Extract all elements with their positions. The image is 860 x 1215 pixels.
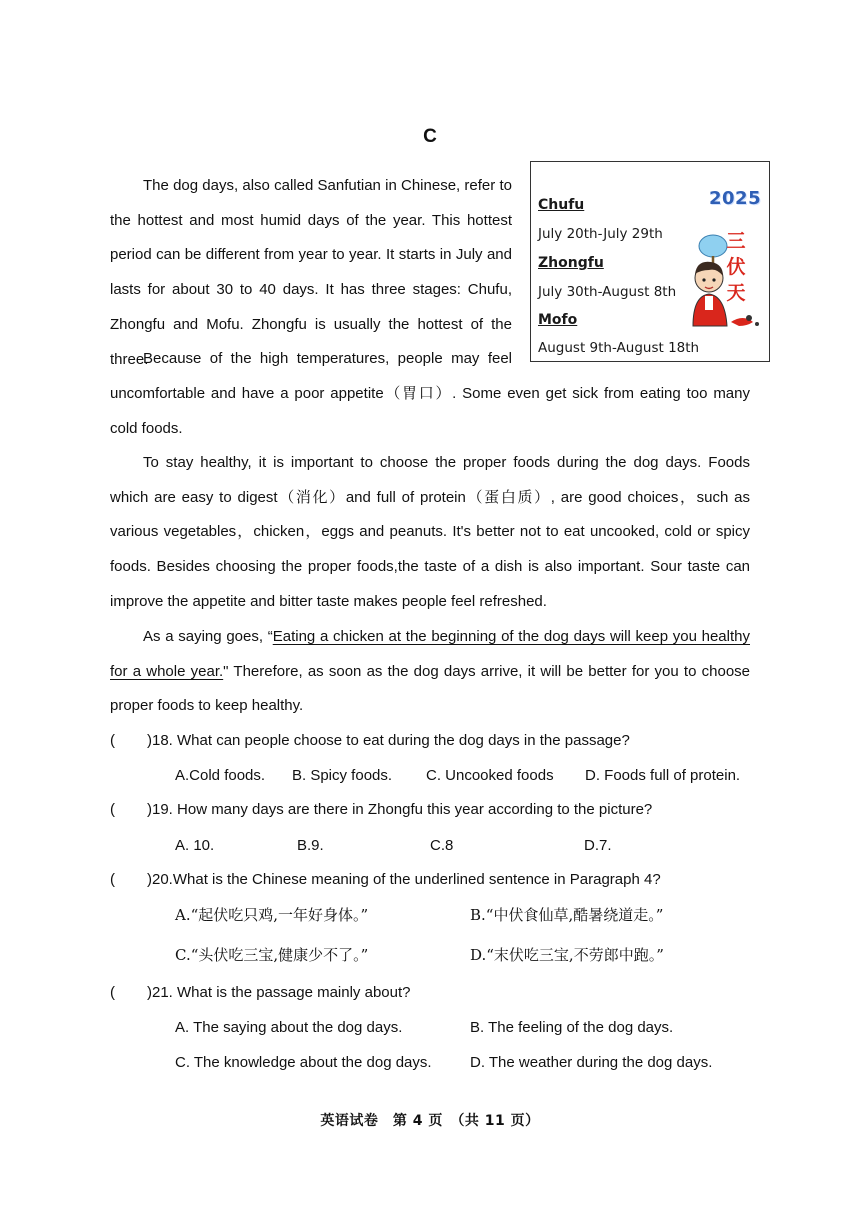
sanfu-char-2: 伏	[726, 256, 746, 278]
answer-blank[interactable]: (	[110, 801, 115, 818]
question-text: )18. What can people choose to eat during the dog days in the passage?	[147, 732, 630, 749]
stage-name-mofo: Mofo	[538, 312, 578, 328]
stage-dates-zhongfu: July 30th-August 8th	[538, 284, 677, 300]
option-c: C.“头伏吃三宝,健康少不了。”	[175, 946, 369, 964]
answer-blank[interactable]: (	[110, 732, 115, 749]
paragraph-4-lead: As a saying goes, “	[143, 628, 273, 645]
option-a: A.Cold foods.	[175, 767, 266, 784]
year-label: 2025	[709, 188, 762, 209]
answer-blank[interactable]: (	[110, 984, 115, 1001]
paragraph-2-rest: uncomfortable and have a poor appetite（胃口）. Some even get sick from eating too many cold foods.	[110, 385, 750, 437]
option-d: D. The weather during the dog days.	[470, 1054, 713, 1071]
option-a: A. The saying about the dog days.	[175, 1019, 403, 1036]
paragraph-3-text: To stay healthy, it is important to choose the proper foods during the dog days. Foods which are easy to digest（消化）and full of protein（蛋白质）, are good choices，such as various vegetables，chicken，eggs and peanuts. It's better not to eat uncooked, cold or spicy foods. Besides choosing the proper foods,the taste of a dish is also important. Sour taste can improve the appetite and bitter taste makes people feel refreshed.	[110, 454, 750, 610]
section-letter: C	[423, 126, 437, 147]
option-a: A.“起伏吃只鸡,一年好身体。”	[175, 906, 369, 924]
sanfu-calendar-box	[530, 161, 770, 362]
stage-name-chufu: Chufu	[538, 197, 585, 213]
paragraph-4-tail: " Therefore, as soon as the dog days arrive, it will be better for you to choose proper foods to keep healthy.	[110, 662, 751, 715]
question-text: )20.What is the Chinese meaning of the underlined sentence in Paragraph 4?	[147, 871, 661, 888]
underlined-sentence: Eating a chicken at the beginning of the dog days will keep you healthy for a whole year.	[110, 628, 750, 680]
question-text: )21. What is the passage mainly about?	[147, 984, 411, 1001]
option-d: D.7.	[584, 837, 612, 854]
option-c: C. The knowledge about the dog days.	[175, 1054, 432, 1071]
paragraph-2-line-1	[110, 342, 512, 377]
option-a: A. 10.	[175, 837, 215, 854]
question-text: )19. How many days are there in Zhongfu this year according to the picture?	[147, 801, 653, 818]
sanfu-char-1: 三	[726, 230, 746, 252]
option-d: D. Foods full of protein.	[585, 767, 741, 784]
stage-dates-mofo: August 9th-August 18th	[538, 340, 700, 356]
option-b: B.9.	[297, 837, 324, 854]
option-c: C.8	[430, 837, 454, 854]
option-b: B. Spicy foods.	[292, 767, 393, 784]
option-b: B. The feeling of the dog days.	[470, 1019, 674, 1036]
page-footer: 英语试卷 第 4 页 （共 11 页）	[320, 1113, 540, 1129]
answer-blank[interactable]: (	[110, 871, 115, 888]
option-d: D.“末伏吃三宝,不劳郎中跑。”	[470, 946, 664, 964]
stage-dates-chufu: July 20th-July 29th	[538, 226, 663, 242]
option-c: C. Uncooked foods	[426, 767, 554, 784]
paragraph-4	[110, 620, 750, 724]
paragraph-1-text: The dog days, also called Sanfutian in Chinese, refer to the hottest and most humid days of the year. This hottest period can be different from year to year. It starts in July and lasts for about 30 to 40 days. It has three stages: Chufu, Zhongfu and Mofu. Zhongfu is usually the hottest of the three.	[110, 177, 512, 368]
stage-name-zhongfu: Zhongfu	[538, 255, 604, 271]
paragraph-2-start: Because of the high temperatures, people may feel	[143, 350, 512, 367]
option-b: B.“中伏食仙草,酷暑绕道走。”	[470, 906, 664, 924]
paragraph-3	[110, 446, 750, 620]
sanfu-char-3: 天	[726, 282, 746, 304]
sanfu-chinese-title	[724, 228, 748, 306]
